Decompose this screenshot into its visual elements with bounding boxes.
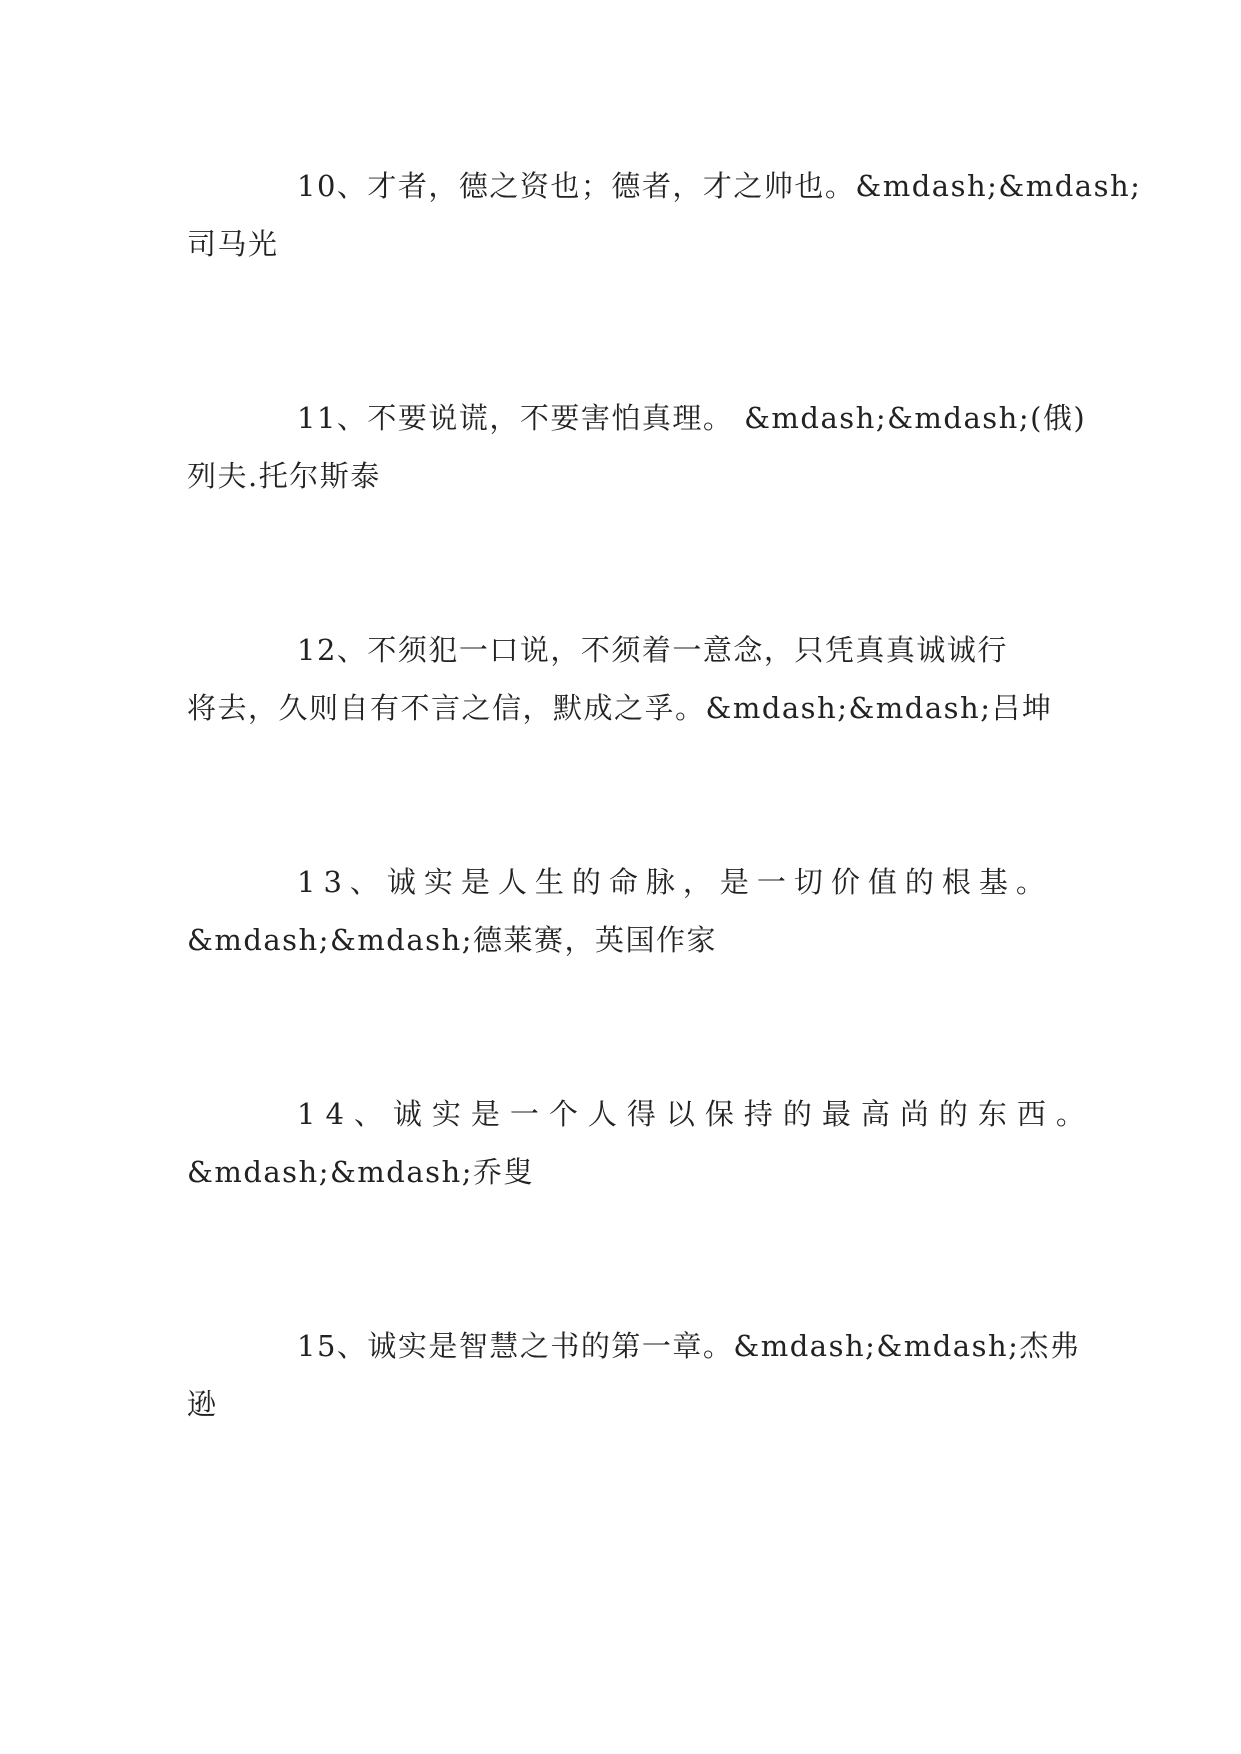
quote-line: 列夫.托尔斯泰: [187, 459, 381, 493]
quote-line: 14、诚实是一个人得以保持的最高尚的东西。: [297, 1097, 1095, 1131]
quote-line: 13、诚实是人生的命脉，是一切价值的根基。: [297, 865, 1053, 899]
quote-line: 11、不要说谎，不要害怕真理。 &mdash;&mdash;(俄): [297, 401, 1087, 435]
quote-line: 12、不须犯一口说，不须着一意念，只凭真真诚诚行: [297, 633, 1008, 667]
quote-line: &mdash;&mdash;乔叟: [187, 1155, 534, 1189]
quote-paragraph-14: [187, 1085, 1095, 1201]
quote-line: 15、诚实是智慧之书的第一章。&mdash;&mdash;杰弗: [297, 1329, 1081, 1363]
quote-line: 逊: [187, 1387, 218, 1421]
quote-paragraph-12: [187, 621, 1055, 737]
quote-line: 司马光: [187, 227, 279, 261]
quote-line: &mdash;&mdash;德莱赛，英国作家: [187, 923, 717, 957]
quote-line: 将去，久则自有不言之信，默成之孚。&mdash;&mdash;吕坤: [187, 691, 1053, 725]
quote-paragraph-10: [187, 157, 1142, 273]
quote-line: 10、才者，德之资也；德者，才之帅也。&mdash;&mdash;: [297, 169, 1142, 203]
quote-paragraph-13: [187, 853, 1055, 969]
quote-paragraph-15: [187, 1317, 1081, 1433]
quote-paragraph-11: [187, 389, 1087, 505]
